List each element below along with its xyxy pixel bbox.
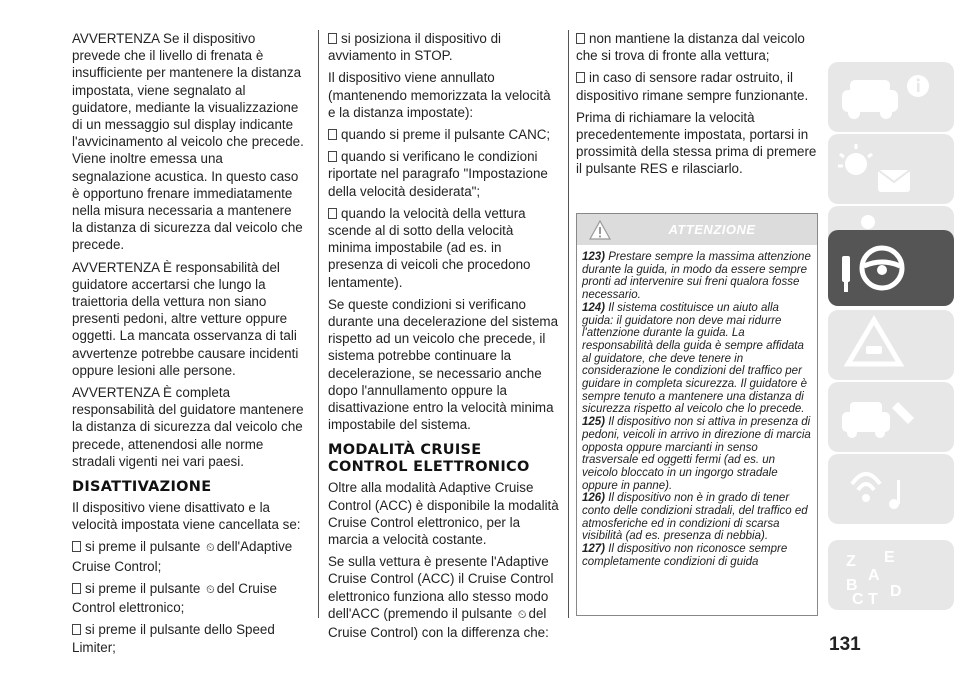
- column-3: [576, 30, 818, 183]
- list-item: si preme il pulsante dello Speed Limiter;: [72, 622, 275, 655]
- cruise-control-button-icon: ⏲: [206, 583, 215, 596]
- tab-alphabet-index[interactable]: [828, 540, 954, 610]
- list-item: non mantiene la distanza dal veicolo che si trova di fronte alla vettura;: [576, 31, 805, 64]
- checkbox-bullet-icon: [328, 129, 337, 140]
- section-heading: DISATTIVAZIONE: [72, 479, 212, 496]
- warning-item: 125) Il dispositivo non si attiva in presenza di pedoni, veicoli in arrivo in direzione di marcia opposta oppure marcianti in senso trasversale ed oggetti fermi (ad es. un veicolo bloccato in un ingorgo stradale oppure in panne).: [582, 416, 811, 492]
- checkbox-bullet-icon: [328, 151, 337, 162]
- tab-car-info[interactable]: [828, 62, 954, 132]
- paragraph: Il dispositivo viene disattivato e la velocità impostata viene cancellata se:: [72, 500, 301, 533]
- car-service-icon: [828, 382, 954, 452]
- svg-text:E: E: [884, 549, 895, 566]
- svg-text:T: T: [868, 591, 878, 608]
- paragraph: Se sulla vettura è presente l'Adaptive Cruise Control (ACC) il Cruise Control elettronico funziona allo stesso modo dell'ACC (premendo il pulsante ⏲ del Cruise Control) con la differenza che:: [328, 554, 554, 641]
- list-item: si preme il pulsante ⏲ del Cruise Control elettronico;: [72, 580, 277, 616]
- checkbox-bullet-icon: [72, 583, 81, 594]
- checkbox-bullet-icon: [328, 33, 337, 44]
- section-heading: MODALITÀ CRUISE CONTROL ELETTRONICO: [328, 442, 530, 476]
- paragraph: AVVERTENZA È responsabilità del guidatore accertarsi che lungo la traiettoria della vettura non siano presenti pedoni, altre vetture oppure oggetti. La mancata osservanza di tali avvertenze potrebbe causare incidenti oppure lesioni alle persone.: [72, 259, 299, 378]
- paragraph: AVVERTENZA È completa responsabilità del guidatore mantenere la distanza di sicurezza dal veicolo che precede, attenendosi alle norme stradali vigenti nei vari paesi.: [72, 385, 304, 469]
- tab-warning-car[interactable]: [828, 310, 954, 380]
- column-divider: [568, 30, 569, 618]
- adaptive-cruise-button-icon: ⏲: [206, 542, 215, 555]
- paragraph: AVVERTENZA Se il dispositivo prevede che il livello di frenata è insufficiente per mantenere la distanza impostata, viene segnalato al guidatore, mediante la visualizzazione di un messaggio sul display indicante l'avvicinamento al veicolo che precede. Viene inoltre emessa una segnalazione acustica. In questo caso è opportuno frenare immediatamente nella misura necessaria a mantenere la distanza di sicurezza dal veicolo che precede.: [72, 31, 304, 253]
- car-info-icon: [828, 62, 954, 132]
- column-2: [328, 30, 560, 646]
- checkbox-bullet-icon: [328, 208, 337, 219]
- warning-title: ATTENZIONE: [668, 222, 756, 237]
- column-divider: [318, 30, 319, 618]
- page-number: 131: [829, 634, 861, 655]
- steering-key-icon: [828, 230, 954, 306]
- svg-text:Z: Z: [846, 553, 856, 570]
- warning-header: [577, 214, 817, 245]
- paragraph: Prima di richiamare la velocità precedentemente impostata, portarsi in prossimità della stessa prima di premere il pulsante RES e rilasciarlo.: [576, 109, 817, 177]
- list-item: si posiziona il dispositivo di avviamento in STOP.: [328, 31, 502, 64]
- dashboard-lights-icon: [828, 134, 954, 204]
- paragraph: Il dispositivo viene annullato (mantenendo memorizzata la velocità e la distanza impostate):: [328, 70, 551, 120]
- list-item: in caso di sensore radar ostruito, il dispositivo rimane sempre funzionante.: [576, 70, 809, 103]
- tab-steering-key[interactable]: [828, 230, 954, 306]
- warning-box: [576, 213, 818, 616]
- svg-text:B: B: [846, 577, 858, 594]
- paragraph: Se queste condizioni si verificano durante una decelerazione del sistema rispetto ad un veicolo che precede, il sistema potrebbe continuare la decelerazione, se necessario anche dopo l'annullamento oppure la disattivazione entro la velocità minima impostabile del sistema.: [328, 296, 559, 433]
- warning-item: 127) Il dispositivo non riconosce sempre completamente condizioni di guida: [582, 543, 788, 568]
- warning-item: 126) Il dispositivo non è in grado di tener conto delle condizioni stradali, del traffico ed atmosferiche ed in condizioni di scarsa visibilità (ad es. presenza di nebbia).: [582, 492, 808, 543]
- paragraph: Oltre alla modalità Adaptive Cruise Control (ACC) è disponibile la modalità Cruise Control elettronico, per la marcia a velocità costante.: [328, 480, 559, 548]
- column-1: [72, 30, 304, 661]
- checkbox-bullet-icon: [576, 33, 585, 44]
- warning-body: [577, 245, 817, 569]
- warning-item: 123) Prestare sempre la massima attenzione durante la guida, in modo da essere sempre pronti ad intervenire sui freni qualora fosse necessario.: [582, 251, 811, 302]
- checkbox-bullet-icon: [72, 624, 81, 635]
- checkbox-bullet-icon: [72, 541, 81, 552]
- svg-text:D: D: [890, 583, 902, 600]
- svg-text:A: A: [868, 567, 880, 584]
- tab-navigation-media[interactable]: [828, 454, 954, 524]
- tab-car-service[interactable]: [828, 382, 954, 452]
- list-item: quando la velocità della vettura scende al di sotto della velocità minima impostabile (ad es. in presenza di veicoli che procedono lentamente).: [328, 205, 531, 290]
- warning-triangle-car-icon: [828, 310, 954, 380]
- list-item: quando si preme il pulsante CANC;: [328, 126, 560, 143]
- svg-text:C: C: [852, 591, 864, 608]
- list-item: quando si verificano le condizioni riportate nel paragrafo "Impostazione della velocità desiderata";: [328, 149, 548, 199]
- list-item: si preme il pulsante ⏲ dell'Adaptive Cruise Control;: [72, 539, 293, 574]
- tab-dashboard-lights[interactable]: [828, 134, 954, 204]
- alphabet-index-icon: [828, 540, 954, 610]
- warning-item: 124) Il sistema costituisce un aiuto alla guida: il guidatore non deve mai ridurre l'attenzione durante la guida. La responsabilità della guida è sempre affidata al guidatore, che deve tenere in considerazione le condizioni del traffico per guidare in completa sicurezza. Il guidatore è sempre tenuto a mantenere una distanza di sicurezza rispetto al veicolo che lo precede.: [582, 301, 808, 416]
- cruise-control-button-icon: ⏲: [517, 608, 527, 621]
- navigation-media-icon: [828, 454, 954, 524]
- checkbox-bullet-icon: [576, 72, 585, 83]
